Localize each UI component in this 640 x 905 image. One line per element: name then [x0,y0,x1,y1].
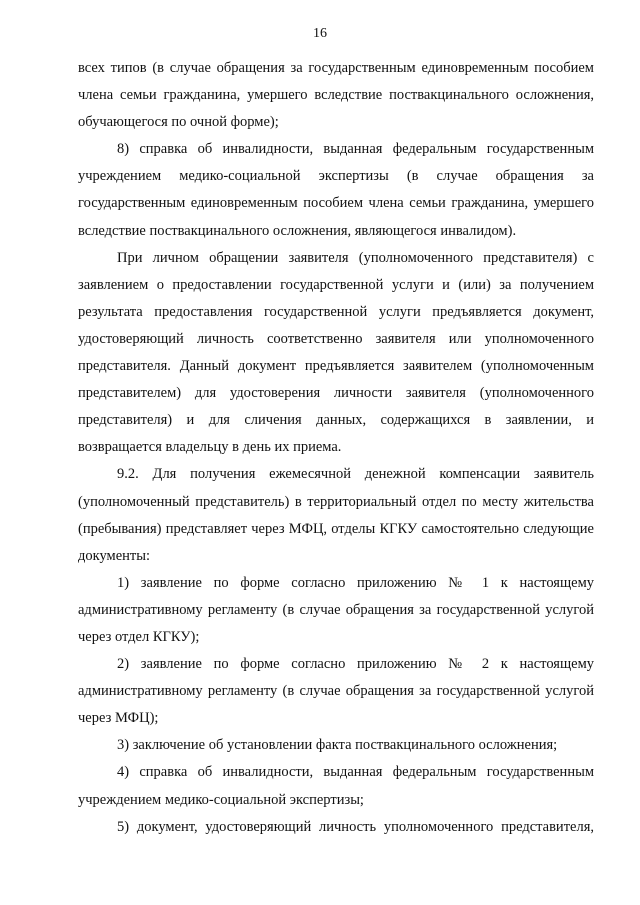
paragraph-item-8: 8) справка об инвалидности, выданная федеральным государственным учреждением медико-социальной экспертизы (в случае обращения за государственным единовременным пособием члена семьи гражданина, умершего вследствие поствакцинального осложнения, являющегося инвалидом). [78,141,594,239]
paragraph-item-1: 1) заявление по форме согласно приложению № 1 к настоящему административному регламенту (в случае обращения за государственной услугой через отдел КГКУ); [78,574,594,645]
paragraph-item-3: 3) заключение об установлении факта поствакцинального осложнения; [117,737,558,754]
paragraph-personal-appeal: При личном обращении заявителя (уполномоченного представителя) с заявлением о предоставлении государственной услуги и (или) за получением результата предоставления государственной услуги предъявляется документ, удостоверяющий личность соответственно заявителя или уполномоченного представителя. Данный документ предъявляется заявителем (уполномоченным представителем) для удостоверения личности заявителя (уполномоченного представителя) и для сличения данных, содержащихся в заявлении, и возвращается владельцу в день их приема. [78,249,594,456]
page-number: 16 [313,26,327,41]
paragraph-item-2: 2) заявление по форме согласно приложению № 2 к настоящему административному регламенту (в случае обращения за государственной услугой через МФЦ); [78,656,594,727]
paragraph-item-5: 5) документ, удостоверяющий личность уполномоченного представителя, [117,818,594,835]
paragraph-section-9-2: 9.2. Для получения ежемесячной денежной компенсации заявитель (уполномоченный представитель) в территориальный отдел по месту жительства (пребывания) представляет через МФЦ, отделы КГКУ самостоятельно следующие документы: [78,466,594,564]
document-body [78,55,594,841]
paragraph-item-4: 4) справка об инвалидности, выданная федеральным государственным учреждением медико-социальной экспертизы; [78,764,594,808]
paragraph-continuation: всех типов (в случае обращения за государственным единовременным пособием члена семьи гражданина, умершего вследствие поствакцинального осложнения, обучающегося по очной форме); [78,60,594,131]
